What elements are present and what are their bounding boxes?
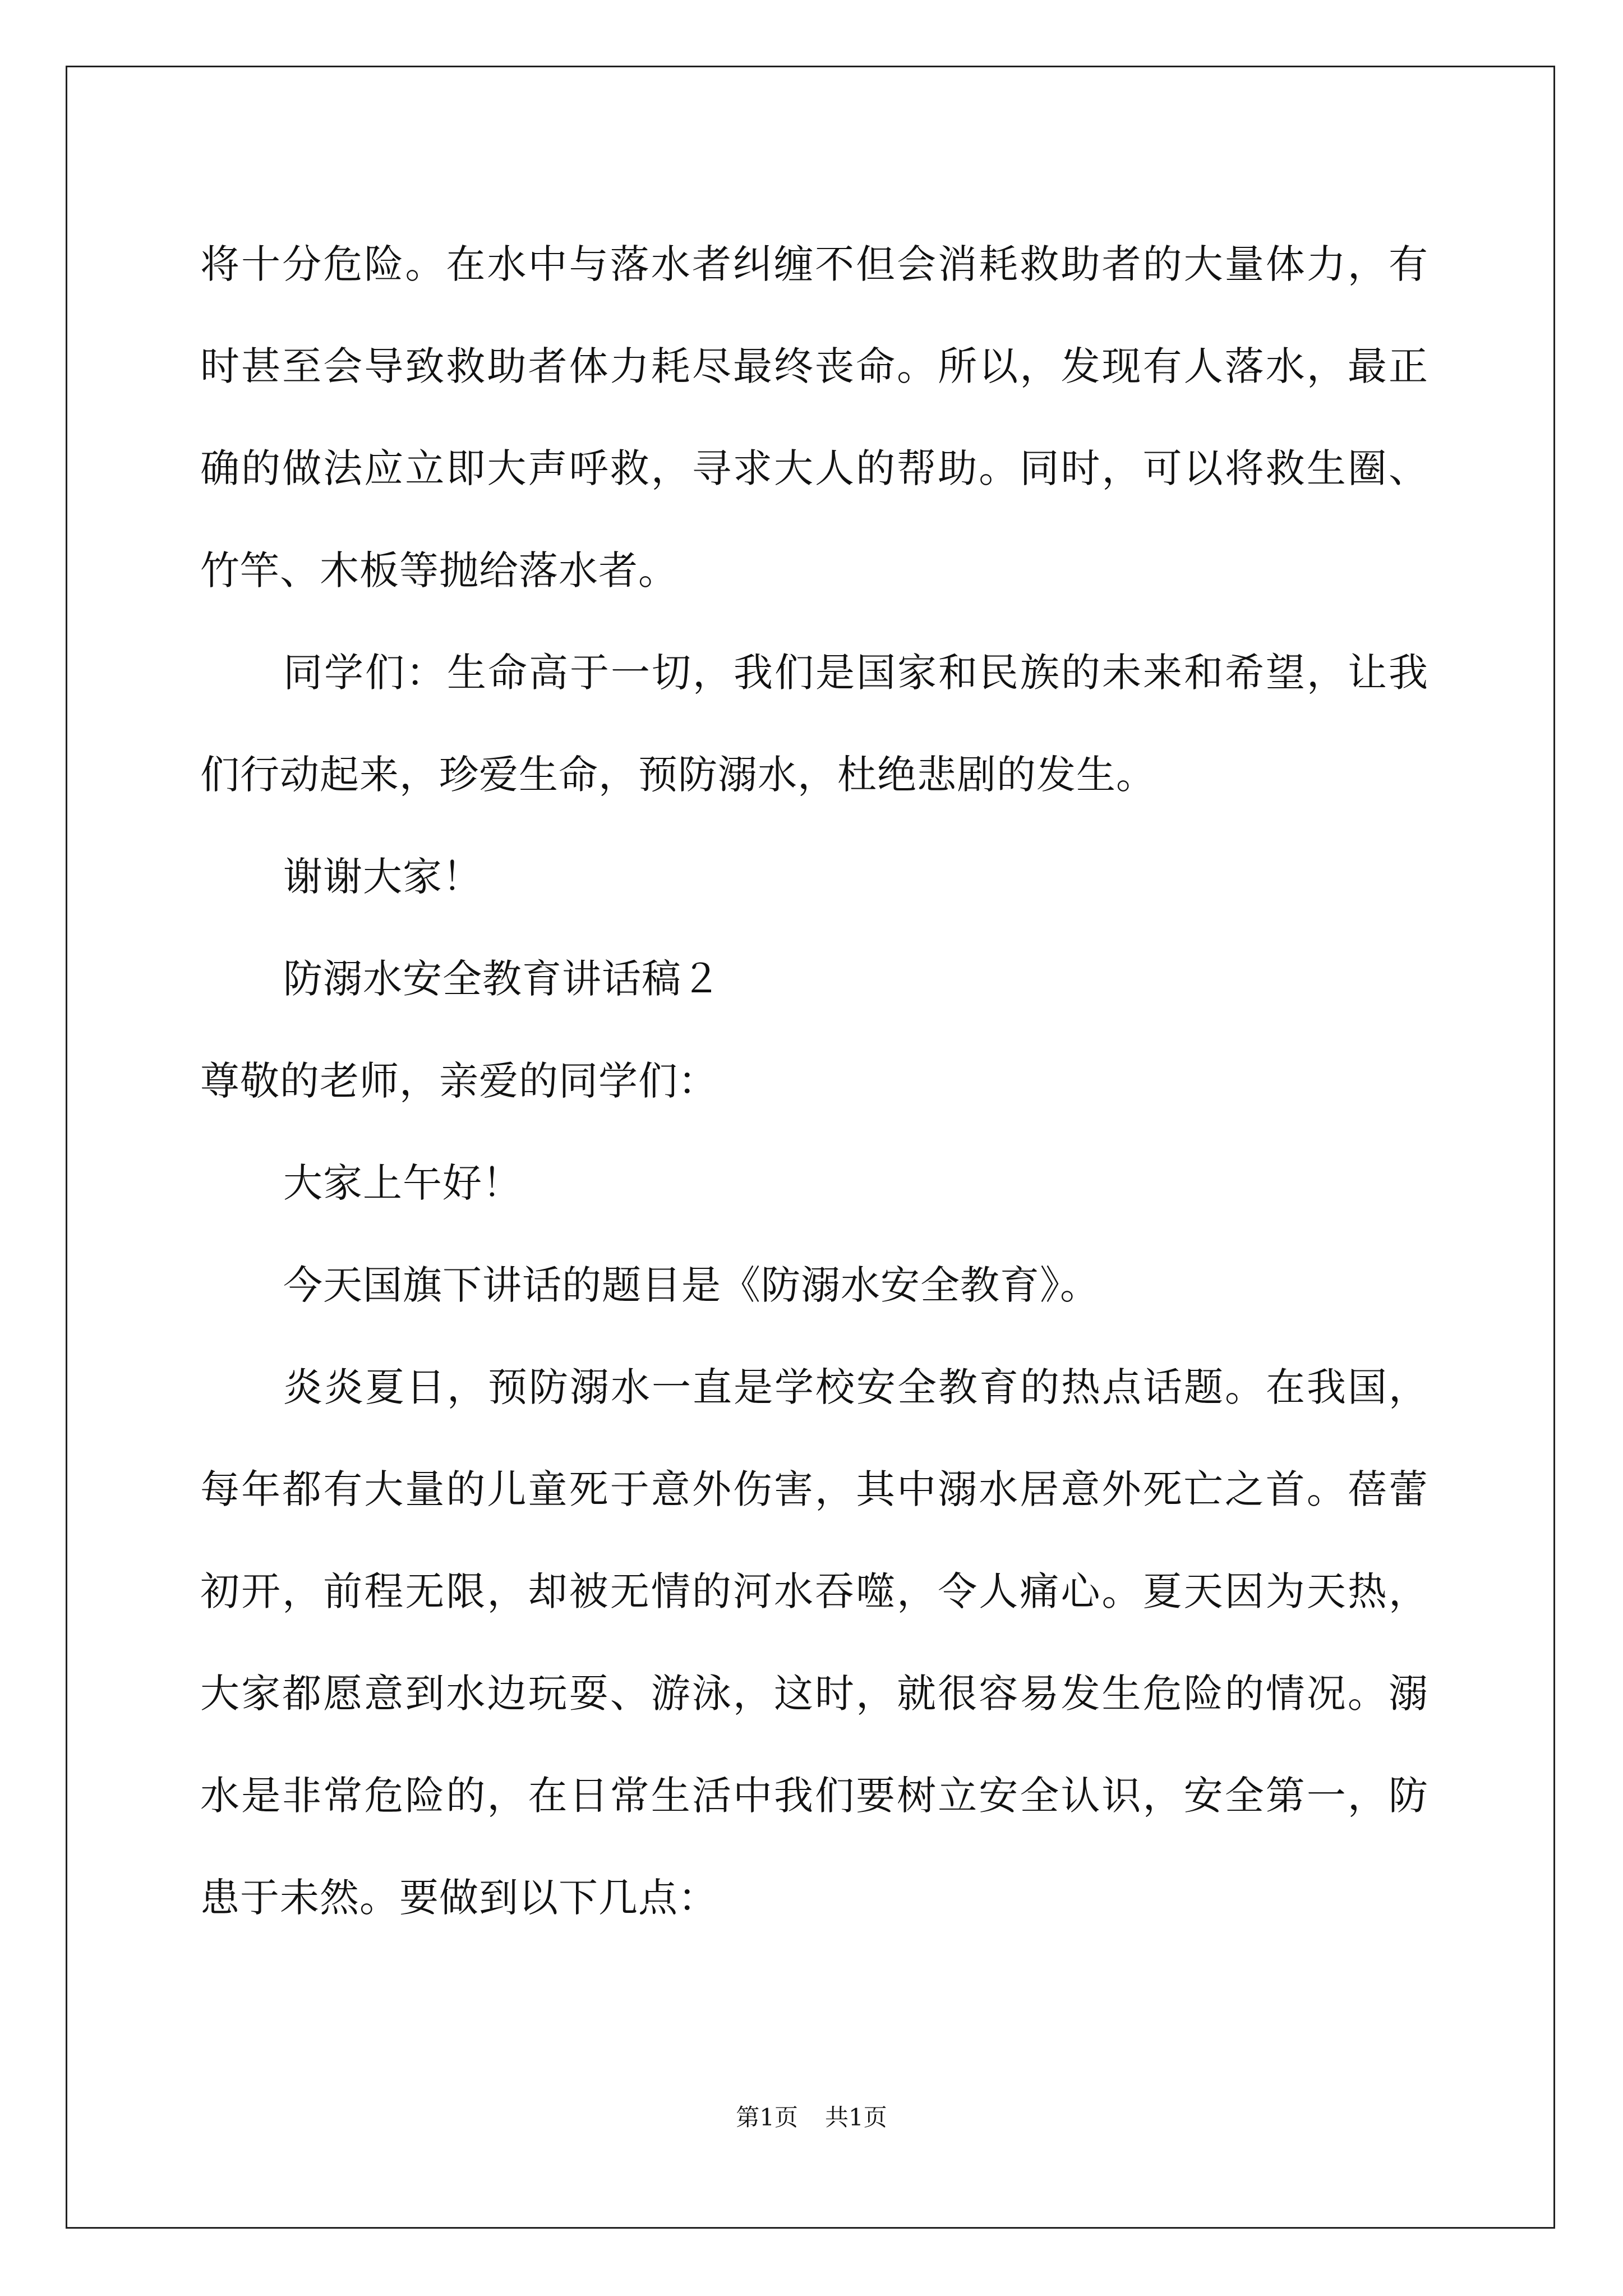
paragraph-summer: 炎炎夏日，预防溺水一直是学校安全教育的热点话题。在我国，每年都有大量的儿童死于意外伤害，其中溺水居意外死亡之首。蓓蕾初开，前程无限，却被无情的河水吞噬，令人痛心。夏天因为天热，大家都愿意到水边玩耍、游泳，这时，就很容易发生危险的情况。溺水是非常危险的，在日常生活中我们要树立安全认识，安全第一，防患于未然。要做到以下几点： <box>200 1364 1428 1921</box>
salutation: 尊敬的老师，亲爱的同学们： <box>200 1058 718 1104</box>
page-footer <box>0 2101 1623 2134</box>
paragraph-appeal: 同学们：生命高于一切，我们是国家和民族的未来和希望，让我们行动起来，珍爱生命，预防溺水，杜绝悲剧的发生。 <box>200 650 1428 798</box>
paragraph-thanks: 谢谢大家！ <box>283 854 482 900</box>
greeting: 大家上午好！ <box>283 1160 522 1206</box>
speech-topic: 今天国旗下讲话的题目是《防溺水安全教育》。 <box>283 1262 1100 1308</box>
section-title: 防溺水安全教育讲话稿２ <box>283 956 721 1002</box>
document-body <box>200 213 1428 1949</box>
page-number: 第1页 <box>736 2104 798 2131</box>
paragraph-continuation: 将十分危险。在水中与落水者纠缠不但会消耗救助者的大量体力，有时甚至会导致救助者体力耗尽最终丧命。所以，发现有人落水，最正确的做法应立即大声呼救，寻求大人的帮助。同时，可以将救生圈、竹竿、木板等抛给落水者。 <box>200 241 1428 593</box>
page-total: 共1页 <box>825 2104 887 2131</box>
